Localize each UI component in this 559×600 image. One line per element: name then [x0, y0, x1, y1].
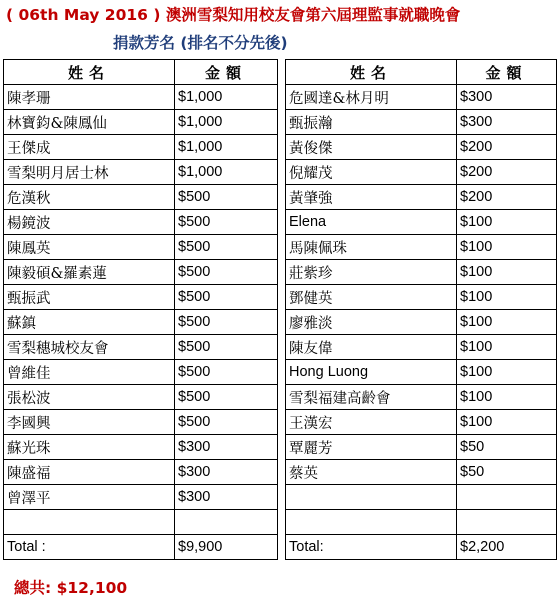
donation-amount: $100 [457, 260, 557, 285]
donation-amount: $500 [175, 360, 278, 385]
donor-row [286, 335, 557, 360]
donation-amount: $500 [175, 260, 278, 285]
donation-amount: $300 [457, 85, 557, 110]
donation-amount: $100 [457, 285, 557, 310]
total-amount: $9,900 [175, 535, 278, 560]
total-row [286, 535, 557, 560]
donation-amount: $1,000 [175, 135, 278, 160]
donation-amount: $300 [175, 485, 278, 510]
donor-row [4, 310, 278, 335]
donor-name [286, 510, 457, 535]
donor-name: 倪耀茂 [286, 160, 457, 185]
donor-name: 陳鳳英 [4, 235, 175, 260]
donor-row [286, 135, 557, 160]
donor-name: 覃麗芳 [286, 435, 457, 460]
donation-amount: $500 [175, 235, 278, 260]
name-column-header: 姓名 [286, 60, 457, 85]
donation-amount: $50 [457, 460, 557, 485]
donor-row [4, 335, 278, 360]
donation-amount: $300 [175, 435, 278, 460]
donor-row [4, 135, 278, 160]
event-title: ( 06th May 2016 ) 澳洲雪梨知用校友會第六屆理監事就職晚會 [6, 6, 461, 24]
donation-amount [457, 510, 557, 535]
donor-row [4, 285, 278, 310]
donation-amount: $1,000 [175, 110, 278, 135]
donor-table-right [285, 59, 557, 560]
donor-name: 蔡英 [286, 460, 457, 485]
donation-amount [457, 485, 557, 510]
donation-amount: $500 [175, 310, 278, 335]
donor-row [286, 185, 557, 210]
donor-rows [286, 85, 557, 535]
donor-name: 蘇鎮 [4, 310, 175, 335]
donor-row [286, 310, 557, 335]
donor-row [4, 210, 278, 235]
donor-row [4, 435, 278, 460]
donor-name: 甄振瀚 [286, 110, 457, 135]
donor-name: 莊紫珍 [286, 260, 457, 285]
donor-name: 黃肇強 [286, 185, 457, 210]
donation-amount: $500 [175, 185, 278, 210]
donor-table-left [3, 59, 278, 560]
donor-row [4, 235, 278, 260]
donor-row [4, 410, 278, 435]
donor-name: 陳毅碩&羅素蓮 [4, 260, 175, 285]
donor-name: Hong Luong [286, 360, 457, 385]
donor-row [4, 85, 278, 110]
donor-row [286, 485, 557, 510]
donation-amount: $50 [457, 435, 557, 460]
donation-amount: $300 [457, 110, 557, 135]
donor-name: 甄振武 [4, 285, 175, 310]
donation-amount: $100 [457, 410, 557, 435]
donor-name: 廖雅淡 [286, 310, 457, 335]
donation-amount [175, 510, 278, 535]
total-label: Total: [286, 535, 457, 560]
donor-name: 楊鏡波 [4, 210, 175, 235]
donor-name: 危國達&林月明 [286, 85, 457, 110]
donor-name: 蘇光珠 [4, 435, 175, 460]
amount-column-header: 金額 [175, 60, 278, 85]
donor-name [4, 510, 175, 535]
total-amount: $2,200 [457, 535, 557, 560]
donor-name: 雪梨福建高齡會 [286, 385, 457, 410]
donation-amount: $500 [175, 410, 278, 435]
donor-row [4, 460, 278, 485]
donation-amount: $100 [457, 385, 557, 410]
donor-row [4, 185, 278, 210]
donor-row [286, 160, 557, 185]
donation-amount: $500 [175, 385, 278, 410]
donation-amount: $100 [457, 335, 557, 360]
donation-amount: $200 [457, 160, 557, 185]
donor-name: 曾維佳 [4, 360, 175, 385]
donor-row [286, 110, 557, 135]
donor-name: 鄧健英 [286, 285, 457, 310]
donor-row [4, 260, 278, 285]
donor-row [286, 360, 557, 385]
donor-name: 雪梨穗城校友會 [4, 335, 175, 360]
donor-row [286, 435, 557, 460]
donor-row [286, 510, 557, 535]
header-row [286, 60, 557, 85]
donor-name: 危漢秋 [4, 185, 175, 210]
donation-amount: $1,000 [175, 160, 278, 185]
donor-name: 陳盛福 [4, 460, 175, 485]
donor-row [4, 485, 278, 510]
donation-amount: $200 [457, 185, 557, 210]
donation-amount: $500 [175, 210, 278, 235]
name-column-header: 姓名 [4, 60, 175, 85]
donation-amount: $1,000 [175, 85, 278, 110]
donor-row [4, 360, 278, 385]
donor-row [286, 285, 557, 310]
donor-row [286, 260, 557, 285]
donor-name: 張松波 [4, 385, 175, 410]
donor-row [286, 410, 557, 435]
donor-row [286, 460, 557, 485]
donation-amount: $100 [457, 310, 557, 335]
donor-name: 林寶鈞&陳鳳仙 [4, 110, 175, 135]
donor-row [4, 160, 278, 185]
donation-amount: $100 [457, 210, 557, 235]
donation-amount: $500 [175, 285, 278, 310]
donation-amount: $300 [175, 460, 278, 485]
donor-row [286, 385, 557, 410]
donor-name: 王傑成 [4, 135, 175, 160]
donor-name: Elena [286, 210, 457, 235]
donor-list-subtitle: 捐款芳名 (排名不分先後) [113, 34, 288, 52]
donor-name: 馬陳佩珠 [286, 235, 457, 260]
donor-row [4, 385, 278, 410]
donor-row [286, 85, 557, 110]
donor-name: 陳友偉 [286, 335, 457, 360]
total-label: Total : [4, 535, 175, 560]
grand-total: 總共: $12,100 [14, 579, 128, 597]
donation-amount: $100 [457, 235, 557, 260]
donor-row [286, 210, 557, 235]
header-row [4, 60, 278, 85]
amount-column-header: 金額 [457, 60, 557, 85]
donor-row [286, 235, 557, 260]
donor-rows [4, 85, 278, 535]
donation-amount: $500 [175, 335, 278, 360]
donor-name: 曾澤平 [4, 485, 175, 510]
donor-name: 雪梨明月居士林 [4, 160, 175, 185]
donor-row [4, 110, 278, 135]
donor-name: 王漢宏 [286, 410, 457, 435]
donor-name [286, 485, 457, 510]
total-row [4, 535, 278, 560]
donor-name: 陳孝珊 [4, 85, 175, 110]
donation-amount: $100 [457, 360, 557, 385]
donor-row [4, 510, 278, 535]
donor-name: 黃俊傑 [286, 135, 457, 160]
donation-amount: $200 [457, 135, 557, 160]
donor-name: 李國興 [4, 410, 175, 435]
